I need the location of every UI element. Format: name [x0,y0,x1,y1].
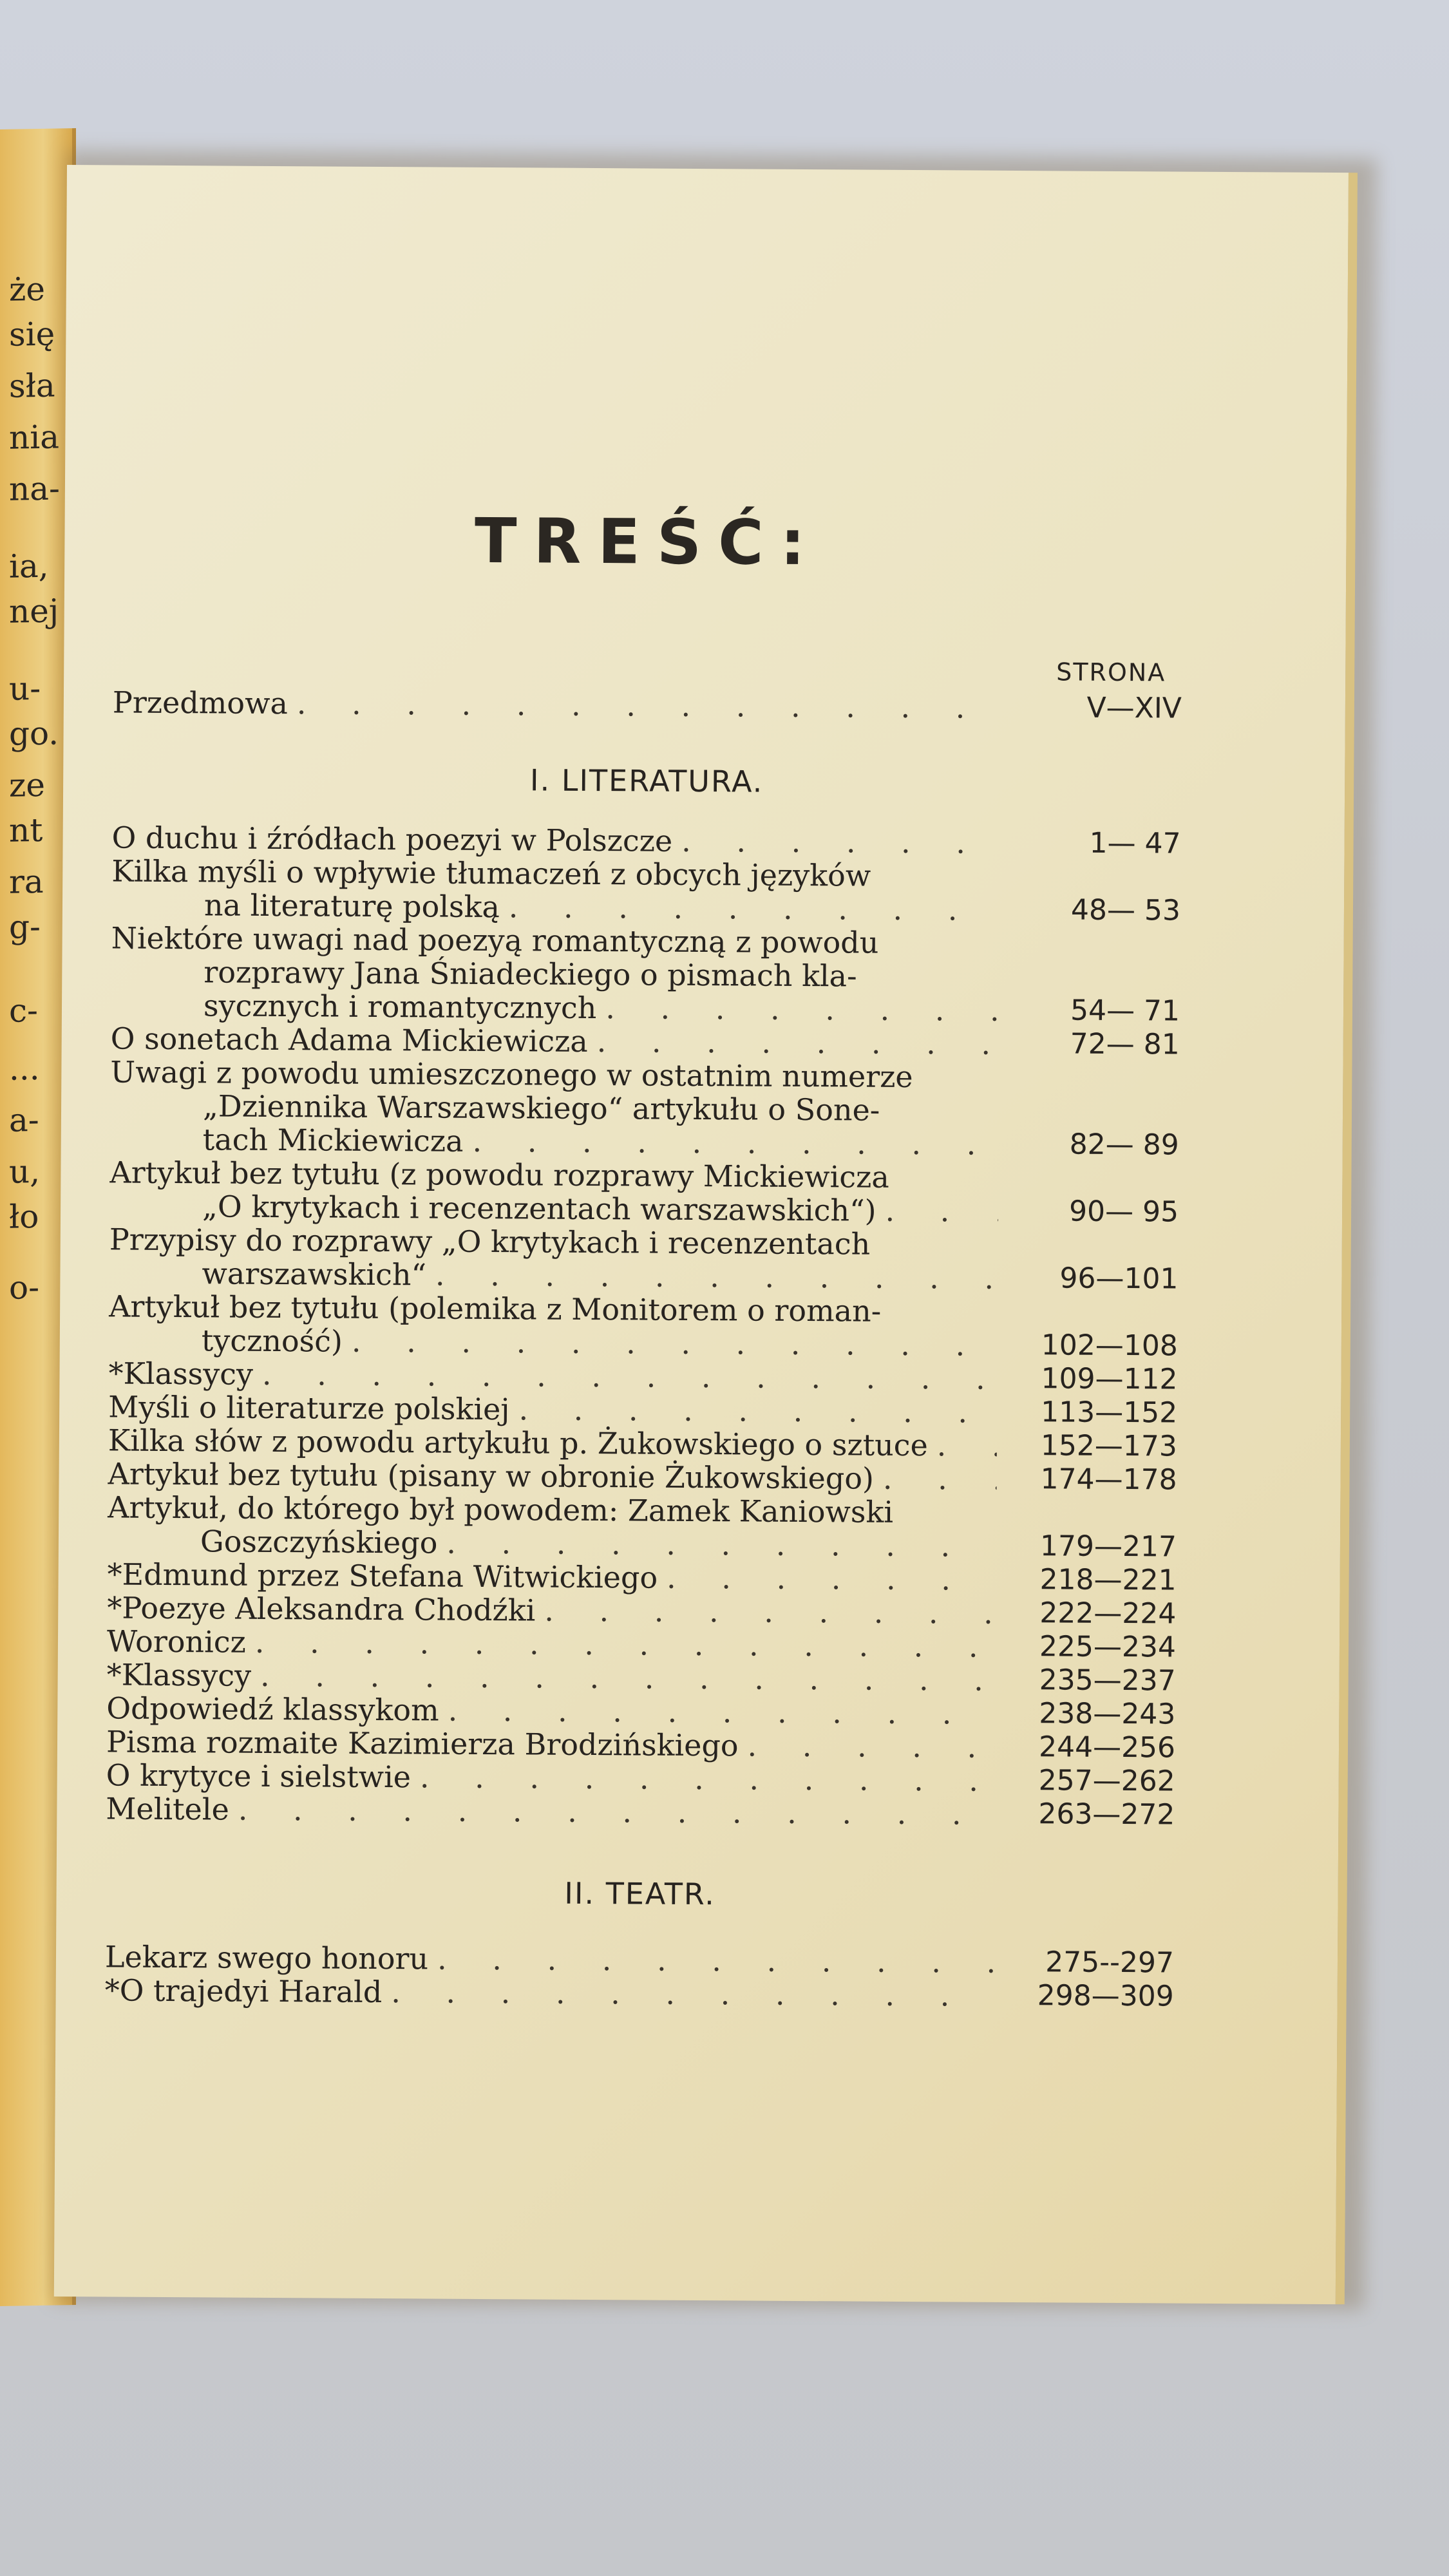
left-page-text-fragment: ra [9,862,44,901]
dot-leader [448,1694,996,1730]
left-page-text-fragment: nia [9,418,60,457]
toc-entry-title: sycznych i romantycznych [203,988,597,1026]
dot-leader [518,1392,997,1429]
dot-leader [446,1526,996,1563]
page-title: TREŚĆ: [474,504,822,580]
toc-entry-pages: 72— 81 [1070,1027,1180,1061]
dot-leader [472,1124,998,1161]
toc-entry-title: Woronicz [106,1624,247,1660]
toc-entry-title: Przypisy do rozprawy „O krytykach i recenzentach [109,1222,871,1262]
toc-entry-pages: 238—243 [1039,1697,1176,1731]
left-page-text-fragment: ia, [9,547,49,585]
dot-leader [352,1325,998,1362]
toc-entry-pages: 244—256 [1038,1730,1176,1765]
toc-row [106,1792,1175,1832]
toc-entry-title: warszawskich“ [202,1256,427,1293]
left-page-text-fragment: c- [9,992,38,1030]
toc-entry-pages: 174—178 [1040,1463,1177,1497]
toc-entry-pages: 222—224 [1039,1596,1177,1631]
left-page-text-fragment: ... [9,1049,40,1088]
left-page-text-fragment: ze [9,766,45,804]
toc-entry-pages: 113—152 [1041,1396,1178,1430]
toc-entry-pages: 218—221 [1039,1563,1177,1597]
toc-entry-pages: 179—217 [1039,1530,1177,1564]
dot-leader [509,890,1000,927]
dot-leader [597,1025,999,1061]
dot-leader [544,1594,996,1630]
toc-entry-title: Melitele [106,1791,229,1827]
section-heading: II. TEATR. [564,1875,716,1912]
toc-entry-title: Przedmowa [112,685,289,721]
page-column-heading: STRONA [1056,658,1166,687]
toc-entry-pages: 48— 53 [1070,893,1181,927]
toc-entry-pages: 235—237 [1039,1663,1176,1698]
left-page-text-fragment: u, [9,1152,41,1191]
toc-entry-title: Niektóre uwagi nad poezyą romantyczną z powodu [111,920,879,960]
page-content [103,165,1185,2303]
dot-leader [262,1358,998,1396]
toc-entry-pages: 152—173 [1040,1429,1178,1463]
left-page-text-fragment: u- [9,669,41,708]
toc-entry-pages: 54— 71 [1070,994,1180,1028]
toc-entry-title: Artykuł bez tytułu (pisany w obronie Żukowskiego) [108,1456,875,1496]
dot-leader [260,1659,996,1697]
toc-entry-title: *O trajedyi Harald [104,1973,383,2010]
toc-entry-title: „Dziennika Warszawskiego“ artykułu o Sone- [202,1088,880,1128]
toc-entry-title: *Edmund przez Stefana Witwickiego [107,1557,658,1595]
dot-leader [605,991,999,1027]
toc-entry-title: „O krytykach i recenzentach warszawskich“) [202,1189,876,1228]
dot-leader [255,1625,996,1663]
toc-entry-title: rozprawy Jana Śniadeckiego o pismach kla- [204,954,857,994]
dot-leader [437,1942,994,1979]
toc-entry-pages: 1— 47 [1089,826,1181,860]
toc-entry-title: Uwagi z powodu umieszczonego w ostatnim numerze [110,1054,913,1095]
toc-entry-title: O duchu i źródłach poezyi w Polszcze [111,820,673,858]
toc-entry-title: *Klassycy [106,1657,252,1693]
toc-entry-title: tach Mickiewicza [202,1122,464,1159]
left-page-text-fragment: się [9,315,55,354]
toc-row [113,685,1182,725]
left-page-text-fragment: na- [9,469,60,508]
toc-entry-title: Kilka słów z powodu artykułu p. Żukowskiego o sztuce [108,1423,928,1463]
toc-entry-title: O sonetach Adama Mickiewicza [110,1021,588,1059]
left-page-text-fragment: sła [9,366,55,405]
left-page-text-fragment: nt [9,811,43,849]
toc-entry-title: Myśli o literaturze polskiej [108,1389,510,1427]
toc-section-literatura [106,820,1180,1832]
toc-section-teatr [105,1940,1175,2013]
toc-entry-pages: 102—108 [1041,1329,1178,1363]
toc-entry-title: Lekarz swego honoru [104,1939,429,1976]
dot-leader [747,1729,995,1764]
toc-entry-pages: 82— 89 [1069,1128,1179,1162]
dot-leader [391,1975,994,2012]
left-page-text-fragment: nej [9,592,59,630]
dot-leader [885,1194,998,1228]
toc-entry-pages: 96—101 [1059,1262,1179,1296]
toc-entry-pages: 263—272 [1038,1797,1175,1832]
left-page-text-fragment: ło [9,1197,39,1236]
left-page-text-fragment: o- [9,1268,39,1307]
toc-entry-title: Goszczyńskiego [200,1524,438,1560]
dot-leader [937,1428,997,1463]
section-heading: I. LITERATURA. [529,762,764,799]
toc-entry-pages: 298—309 [1037,1979,1174,2013]
toc-entry-title: na literaturę polską [204,887,500,925]
left-page-text-fragment: go. [9,714,59,753]
toc-entry-pages: 109—112 [1041,1362,1178,1396]
dot-leader [297,687,1001,724]
toc-entry-pages: 275--297 [1045,1946,1175,1980]
preface-entry [113,685,1182,725]
toc-entry-title: Kilka myśli o wpływie tłumaczeń z obcych języków [111,853,871,893]
toc-entry-title: *Poezye Aleksandra Chodźki [107,1590,536,1628]
toc-entry-title: *Klassycy [108,1356,254,1392]
dot-leader [883,1462,997,1496]
toc-entry-title: Pisma rozmaite Kazimierza Brodzińskiego [106,1724,739,1763]
toc-entry-pages: V—XIV [1086,691,1182,725]
book-page [54,165,1358,2304]
dot-leader [667,1561,996,1596]
dot-leader [420,1760,995,1797]
left-page-text-fragment: g- [9,907,41,946]
toc-entry-title: Artykuł, do którego był powodem: Zamek Kaniowski [108,1490,894,1530]
toc-row [105,1973,1174,2013]
toc-entry-pages: 257—262 [1038,1764,1175,1798]
dot-leader [435,1258,998,1295]
toc-entry-title: tyczność) [201,1323,343,1359]
dot-leader [238,1793,995,1831]
left-page-text-fragment: a- [9,1101,39,1139]
toc-entry-title: Artykuł bez tytułu (polemika z Monitorem o roman- [109,1289,882,1329]
toc-entry-title: Artykuł bez tytułu (z powodu rozprawy Mickiewicza [109,1155,889,1195]
toc-entry-title: Odpowiedź klassykom [106,1690,439,1728]
toc-entry-pages: 225—234 [1039,1630,1177,1664]
dot-leader [681,824,1001,860]
left-page-text-fragment: że [9,270,45,308]
toc-entry-pages: 90— 95 [1068,1195,1179,1229]
toc-entry-title: O krytyce i sielstwie [106,1757,412,1795]
